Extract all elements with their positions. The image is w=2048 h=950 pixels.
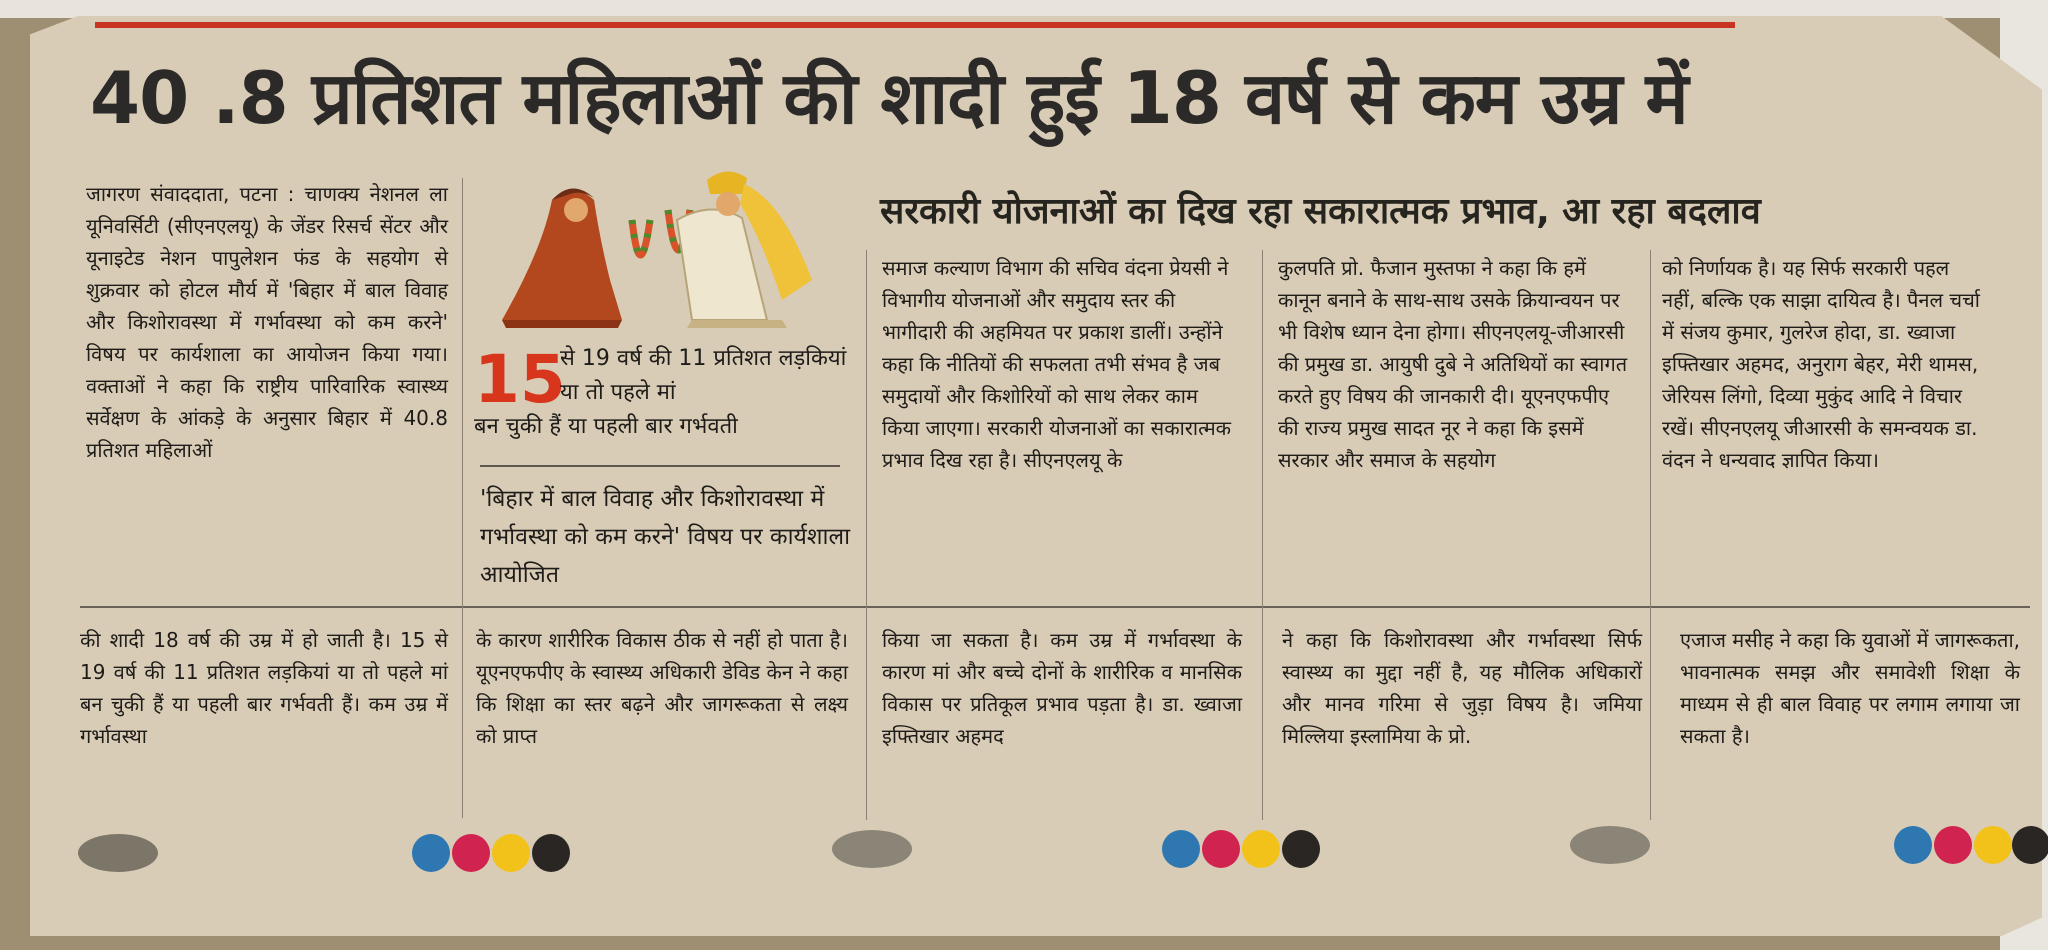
column-4-top-text: कुलपति प्रो. फैजान मुस्तफा ने कहा कि हमें कानून बनाने के साथ-साथ उसके क्रियान्वयन पर भी विशेष ध्यान देना होगा। सीएनएलयू-जीआरसी की प्रमुख डा. आयुषी दुबे ने अतिथियों का स्वागत करते हुए विषय की जानकारी दी। यूएनएफपीए की राज्य प्रमुख सादत नूर ने कहा कि इसमें सरकार और समाज के सहयोग xyxy=(1278,256,1628,472)
column-divider xyxy=(1262,250,1263,820)
pull-quote-text-continued: बन चुकी हैं या पहली बार गर्भवती xyxy=(474,414,738,439)
registration-oval xyxy=(78,834,158,872)
column-1-bottom xyxy=(80,624,448,824)
column-5-top xyxy=(1662,252,1980,592)
headline: 40 .8 प्रतिशत महिलाओं की शादी हुई 18 वर्ष से कम उम्र में xyxy=(90,56,1688,140)
bride-figure xyxy=(502,188,622,328)
registration-marks xyxy=(78,834,598,874)
yellow-dot xyxy=(492,834,530,872)
column-divider xyxy=(866,250,867,820)
wedding-illustration xyxy=(482,160,834,335)
column-1-bottom-text: की शादी 18 वर्ष की उम्र में हो जाती है। 15 से 19 वर्ष की 11 प्रतिशत लड़कियां या तो पहले मां बन चुकी हैं या पहली बार गर्भवती हैं। कम उम्र में गर्भावस्था xyxy=(80,628,448,748)
column-3-top xyxy=(882,252,1232,592)
cyan-dot xyxy=(412,834,450,872)
background-top xyxy=(0,0,2048,18)
black-dot xyxy=(532,834,570,872)
column-3-bottom xyxy=(882,624,1242,824)
column-4-bottom-text: ने कहा कि किशोरावस्था और गर्भावस्था सिर्फ स्वास्थ्य का मुद्दा नहीं है, यह मौलिक अधिकारों और मानव गरिमा से जुड़ा विषय है। जमिया मिल्लिया इस्लामिया के प्रो. xyxy=(1282,628,1642,748)
column-4-top xyxy=(1278,252,1628,592)
column-2-bottom xyxy=(476,624,848,824)
pull-quote-text: से 19 वर्ष की 11 प्रतिशत लड़कियां या तो पहले मां xyxy=(560,346,847,405)
column-5-bottom-text: एजाज मसीह ने कहा कि युवाओं में जागरूकता, भावनात्मक समझ और समावेशी शिक्षा के माध्यम से ही बाल विवाह पर लगाम लगाया जा सकता है। xyxy=(1680,628,2020,748)
black-dot xyxy=(2012,826,2048,864)
black-dot xyxy=(1282,830,1320,868)
pull-quote-number: 15 xyxy=(474,341,566,418)
yellow-dot xyxy=(1974,826,2012,864)
column-divider xyxy=(462,178,463,818)
cyan-dot xyxy=(1162,830,1200,868)
column-1-top xyxy=(86,178,448,598)
magenta-dot xyxy=(1202,830,1240,868)
fold-divider xyxy=(80,606,2030,608)
registration-marks xyxy=(832,830,1352,870)
garland-left xyxy=(632,220,650,255)
cyan-dot xyxy=(1894,826,1932,864)
pull-quote-rule xyxy=(480,465,840,467)
yellow-dot xyxy=(1242,830,1280,868)
registration-oval xyxy=(832,830,912,868)
column-3-bottom-text: किया जा सकता है। कम उम्र में गर्भावस्था के कारण मां और बच्चे दोनों के शारीरिक व मानसिक विकास पर प्रतिकूल प्रभाव पड़ता है। डा. ख्वाजा इफ्तिखार अहमद xyxy=(882,628,1242,748)
groom-figure xyxy=(677,171,812,328)
column-2-bottom-text: के कारण शारीरिक विकास ठीक से नहीं हो पाता है। यूएनएफपीए के स्वास्थ्य अधिकारी डेविड केन ने कहा कि शिक्षा का स्तर बढ़ने और जागरूकता से लक्ष्य को प्राप्त xyxy=(476,628,848,748)
registration-oval xyxy=(1570,826,1650,864)
column-divider xyxy=(1650,250,1651,820)
magenta-dot xyxy=(1934,826,1972,864)
magenta-dot xyxy=(452,834,490,872)
registration-marks xyxy=(1570,826,2040,866)
column-5-top-text: को निर्णायक है। यह सिर्फ सरकारी पहल नहीं, बल्कि एक साझा दायित्व है। पैनल चर्चा में संजय कुमार, गुलरेज होदा, डा. ख्वाजा इफ्तिखार अहमद, अनुराग बेहर, मेरी थामस, जेरियस लिंगो, दिव्या मुकुंद आदि ने विचार रखें। सीएनएलयू जीआरसी के समन्वयक डा. वंदन ने धन्यवाद ज्ञापित किया। xyxy=(1662,256,1980,472)
column-4-bottom xyxy=(1282,624,1642,824)
box-headline: 'बिहार में बाल विवाह और किशोरावस्था में गर्भावस्था को कम करने' विषय पर कार्यशाला आयोजित xyxy=(480,486,851,588)
column-5-bottom xyxy=(1680,624,2020,824)
subheadline: सरकारी योजनाओं का दिख रहा सकारात्मक प्रभाव, आ रहा बदलाव xyxy=(880,191,1761,232)
pull-quote xyxy=(474,341,847,472)
accent-rule xyxy=(95,22,1735,28)
column-1-top-text: जागरण संवाददाता, पटना : चाणक्य नेशनल ला यूनिवर्सिटी (सीएनएलयू) के जेंडर रिसर्च सेंटर और यूनाइटेड नेशन पापुलेशन फंड के सहयोग से शुक्रवार को होटल मौर्य में 'बिहार में बाल विवाह और किशोरावस्था में गर्भावस्था को कम करने' विषय पर कार्यशाला का आयोजन किया गया। वक्ताओं ने कहा कि राष्ट्रीय पारिवारिक स्वास्थ्य सर्वेक्षण के आंकड़े के अनुसार बिहार में 40.8 प्रतिशत महिलाओं xyxy=(86,182,448,462)
column-3-top-text: समाज कल्याण विभाग की सचिव वंदना प्रेयसी ने विभागीय योजनाओं और समुदाय स्तर की भागीदारी की अहमियत पर प्रकाश डालीं। उन्होंने कहा कि नीतियों की सफलता तभी संभव है जब समुदायों और किशोरियों को साथ लेकर काम किया जाएगा। सरकारी योजनाओं का सकारात्मक प्रभाव दिख रहा है। सीएनएलयू के xyxy=(882,256,1232,472)
